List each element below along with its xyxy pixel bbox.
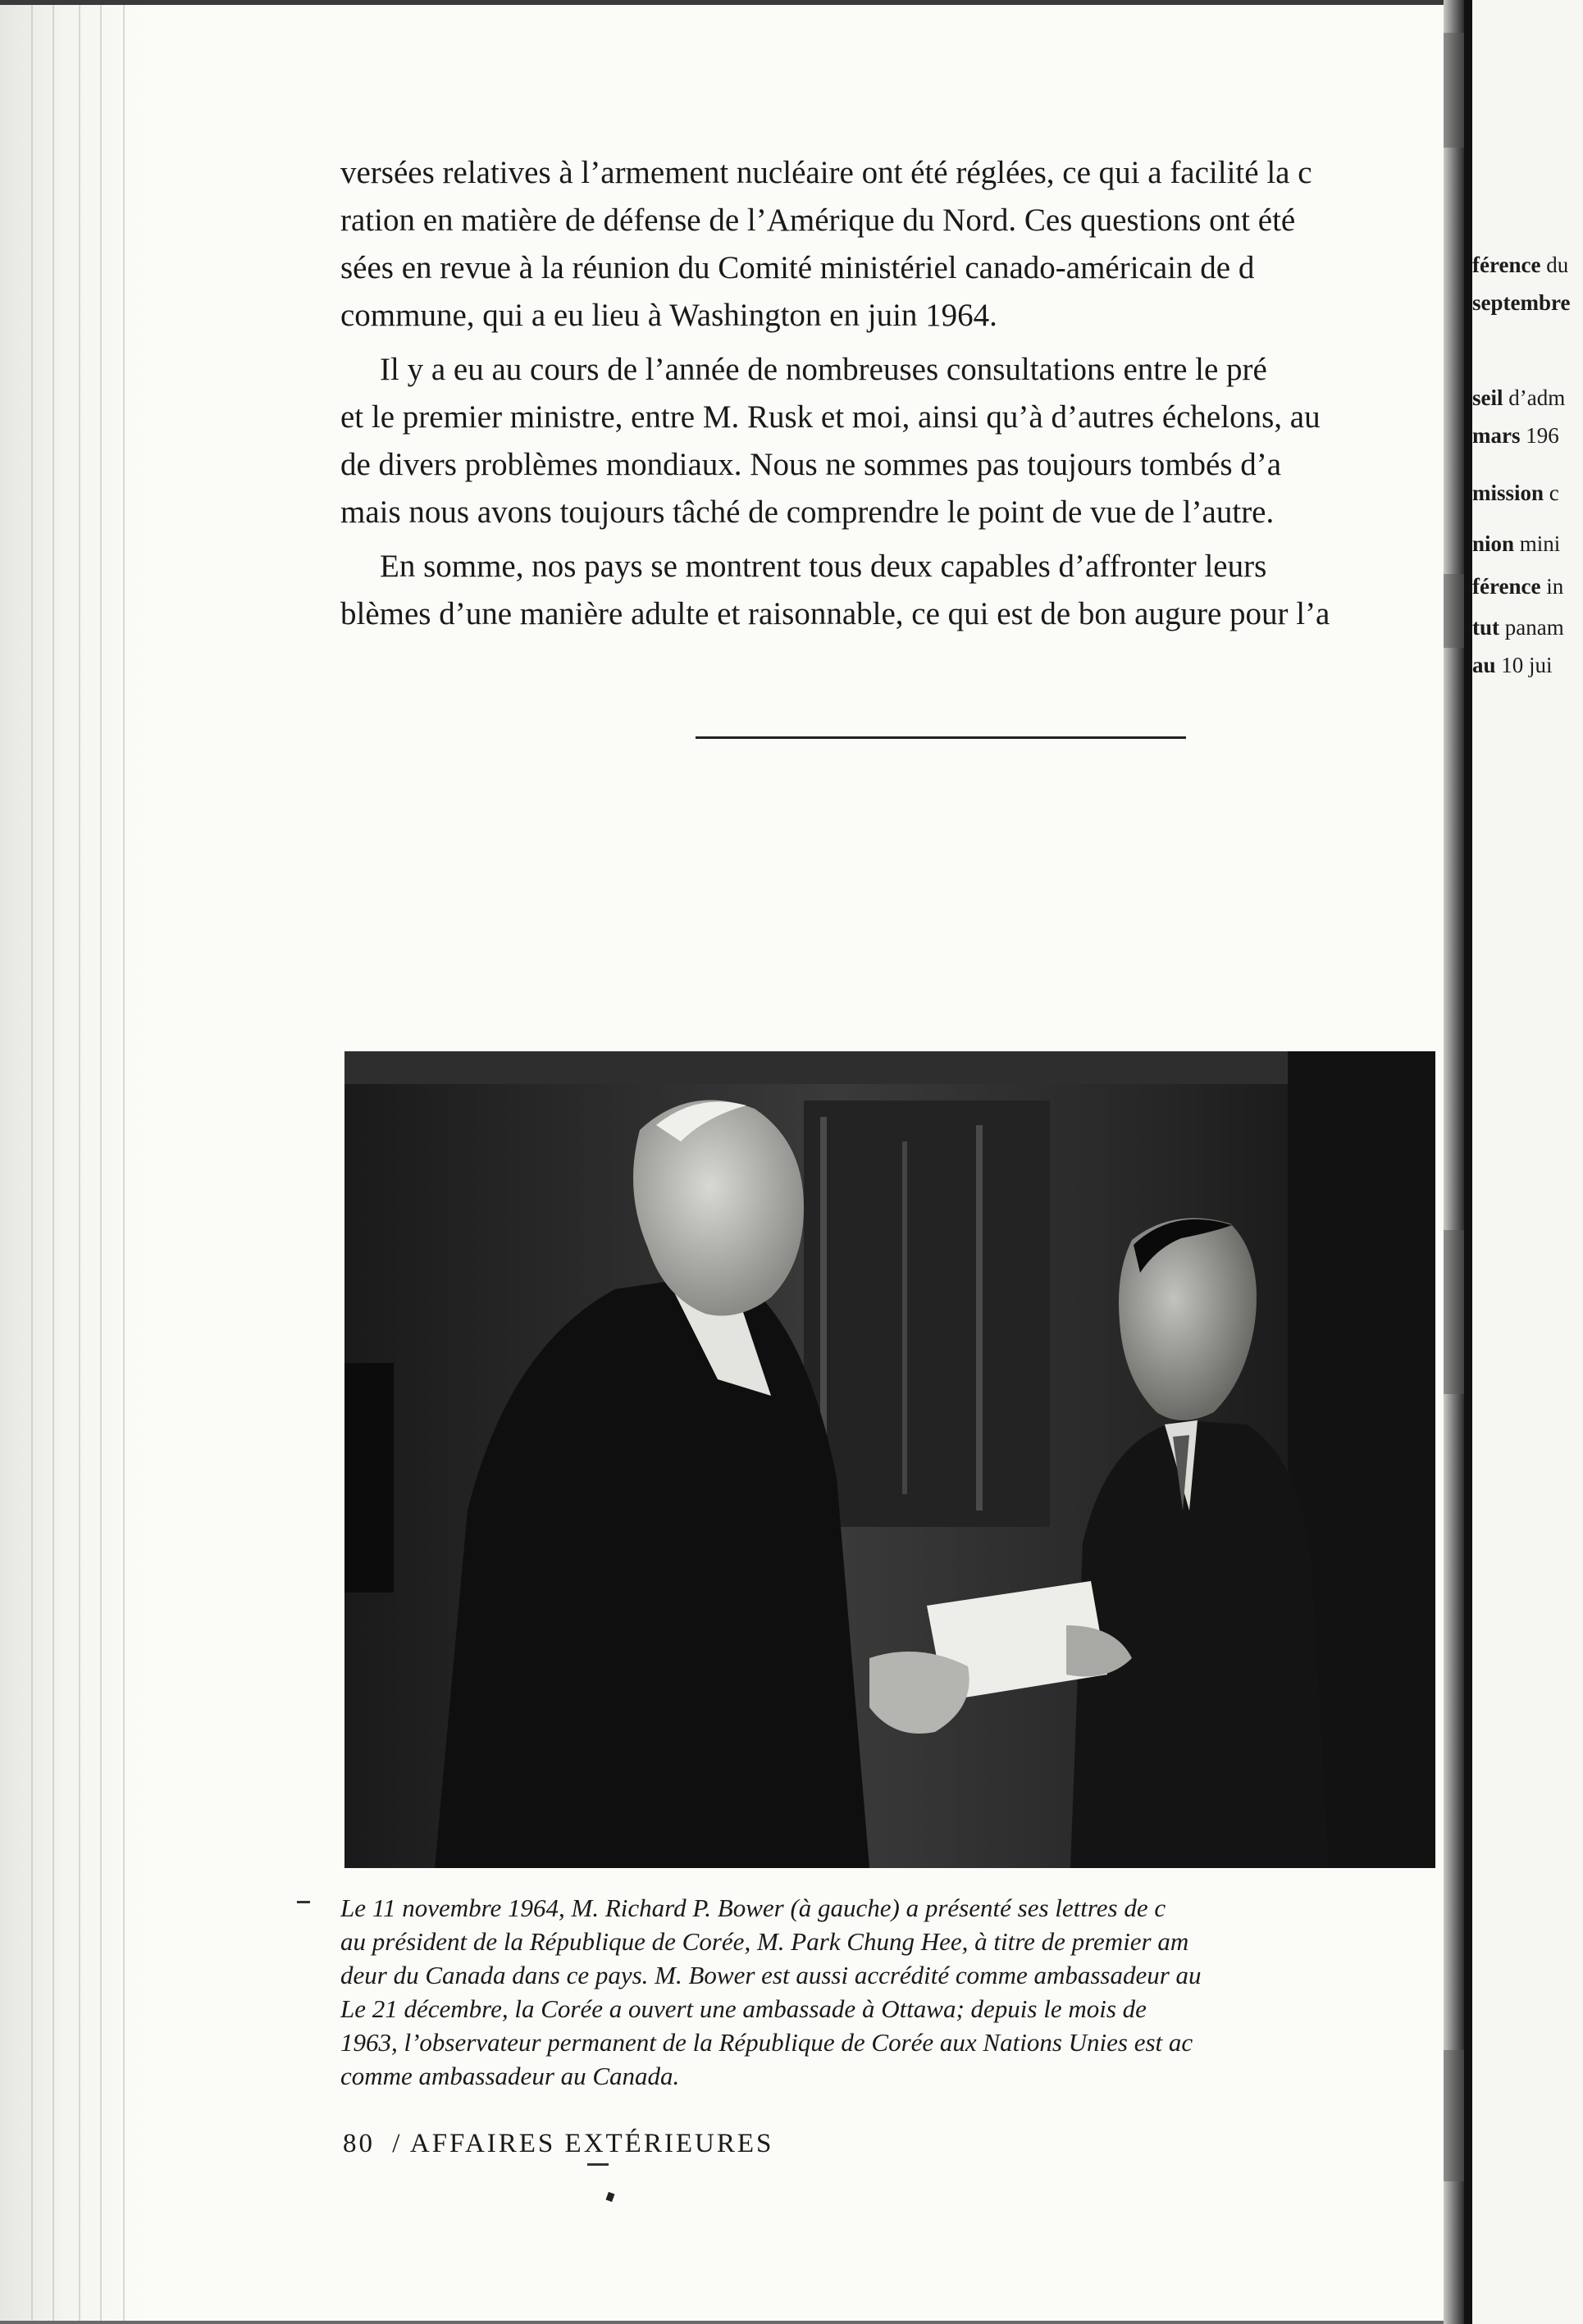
bottom-scan-edge [0,2321,1583,2324]
adjacent-page-rule [1464,0,1472,2324]
caption-line: 1963, l’observateur permanent de la République de Corée aux Nations Unies est ac [340,2028,1193,2057]
margin-fragment: seil d’adm [1472,385,1566,410]
caption-line: comme ambassadeur au Canada. [340,2062,680,2090]
margin-fragment: mission c [1472,481,1559,505]
margin-tick-mark [297,1901,310,1903]
text-line: de divers problèmes mondiaux. Nous ne sommes pas toujours tombés d’a [340,447,1282,482]
adjacent-page-fragment [1464,0,1583,2324]
text-line: En somme, nos pays se montrent tous deux capables d’affronter leurs [380,549,1267,584]
caption-line: au président de la République de Corée, M. Park Chung Hee, à titre de premier am [340,1927,1189,1956]
margin-fragment: au 10 jui [1472,653,1553,677]
text-line: blèmes d’une manière adulte et raisonnable, ce qui est de bon augure pour l’a [340,596,1330,631]
text-line: et le premier ministre, entre M. Rusk et moi, ainsi qu’à d’autres échelons, au [340,399,1321,435]
page-number: 80 [343,2129,375,2158]
margin-fragment: septembre [1472,290,1571,315]
caption-line: Le 21 décembre, la Corée a ouvert une ambassade à Ottawa; depuis le mois de [340,1994,1147,2023]
paragraph-2 [340,346,1416,536]
text-line: sées en revue à la réunion du Comité ministériel canado-américain de d [340,250,1255,285]
margin-fragment: nion mini [1472,531,1561,556]
margin-fragment: tut panam [1472,615,1564,640]
text-line: versées relatives à l’armement nucléaire ont été réglées, ce qui a facilité la c [340,155,1312,190]
section-divider [696,736,1186,739]
text-line: commune, qui a eu lieu à Washington en juin 1964. [340,298,997,333]
margin-fragment: mars 196 [1472,423,1559,448]
photo-caption [340,1891,1427,2093]
journal-title: AFFAIRES EXTÉRIEURES [409,2129,774,2158]
footer-separator: / [392,2129,403,2158]
top-scan-edge [0,0,1583,5]
caption-line: deur du Canada dans ce pays. M. Bower est aussi accrédité comme ambassadeur au [340,1961,1202,1989]
photo-illustration [344,1051,1435,1868]
paragraph-1 [340,149,1416,339]
text-line: ration en matière de défense de l’Amérique du Nord. Ces questions ont été [340,203,1296,238]
text-line: Il y a eu au cours de l’année de nombreuses consultations entre le pré [380,352,1267,387]
photograph-diplomats-handshake [344,1051,1435,1868]
text-line: mais nous avons toujours tâché de comprendre le point de vue de l’autre. [340,494,1275,530]
page-footer [343,2129,773,2159]
body-text [340,149,1416,645]
stray-ink-mark [606,2192,615,2202]
left-gutter-scan-shadow [0,0,148,2324]
caption-line: Le 11 novembre 1964, M. Richard P. Bower (à gauche) a présenté ses lettres de c [340,1893,1166,1922]
margin-fragment: férence in [1472,574,1564,599]
paragraph-3 [340,543,1416,638]
margin-fragment: férence du [1472,253,1569,277]
stray-ink-mark [587,2163,609,2166]
